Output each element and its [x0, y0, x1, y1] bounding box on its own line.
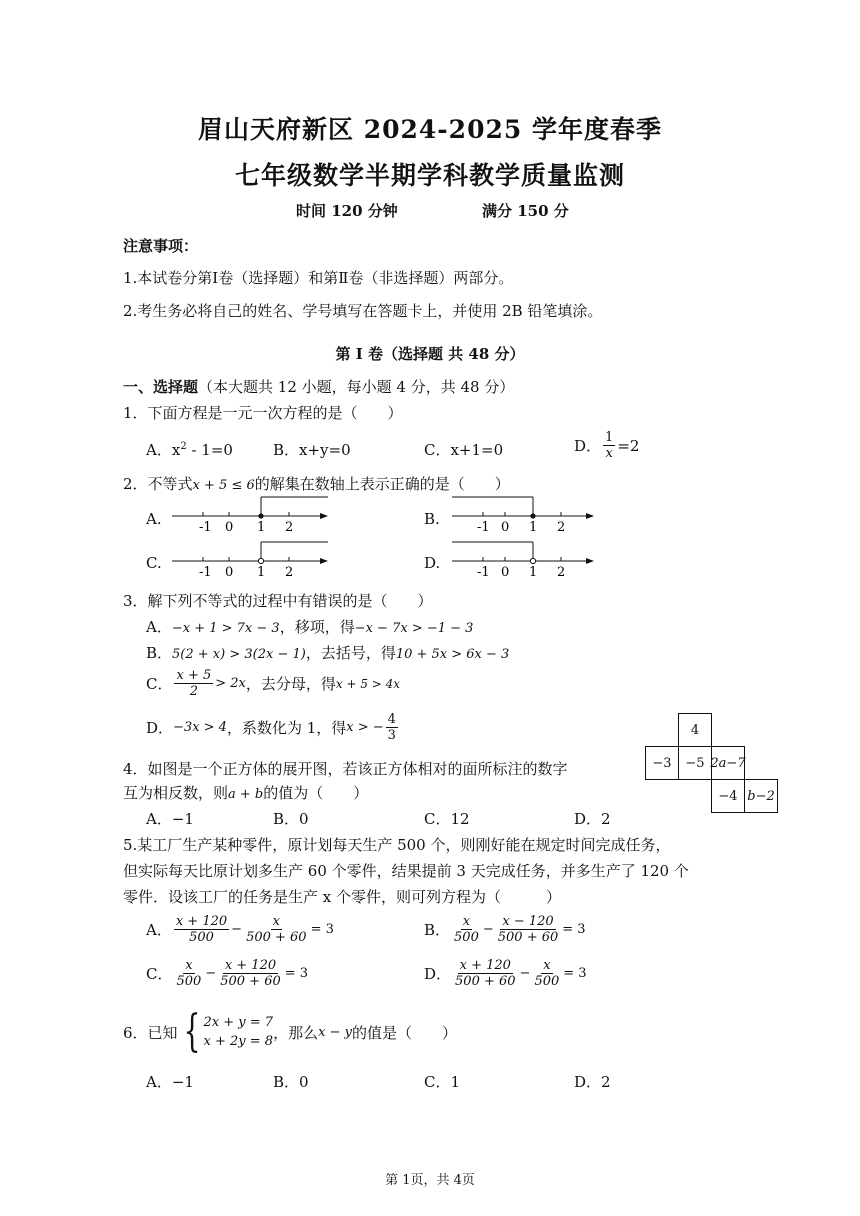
number-line-a [170, 492, 340, 532]
q5-option-d: D． $\frac{x + 120}{500 + 60}$ − $\frac{x}{500}$ = 3 [424, 958, 587, 989]
net-cell-middle: −5 [678, 746, 712, 780]
q4-stem-line1: 4．如图是一个正方体的展开图，若该正方体相对的面所标注的数字 [123, 760, 568, 778]
q2-stem: 2．不等式x + 5 ≤ 6的解集在数轴上表示正确的是（ ） [123, 475, 510, 493]
exam-title-line1: 眉山天府新区 2024-2025 学年度春季 [198, 115, 662, 144]
notes-heading: 注意事项： [123, 237, 199, 255]
exam-time: 时间 120 分钟 [296, 202, 398, 220]
section-title: 第 I 卷（选择题 共 48 分） [335, 345, 525, 363]
net-cell-bottom: −4 [711, 779, 745, 813]
section-heading [123, 376, 514, 397]
tick-label: -1 [477, 520, 490, 532]
tick-label: 1 [529, 520, 538, 532]
q1-option-a: A．$x^2 - 1=0$ [146, 441, 233, 459]
q2-option-b-label: B. [424, 510, 440, 528]
number-line-b [450, 492, 620, 532]
q4-option-a: A．−1 [146, 810, 194, 828]
tick-label: -1 [199, 565, 212, 578]
net-cell-bottom-right: b−2 [744, 779, 778, 813]
q5-option-a: A． $\frac{x + 120}{500}$ − $\frac{x}{500 + 60}$ = 3 [146, 914, 334, 945]
exam-title-line2: 七年级数学半期学科教学质量监测 [234, 161, 625, 190]
q6-option-b: B．0 [273, 1073, 309, 1091]
net-cell-left: −3 [645, 746, 679, 780]
q4-stem-line2: 互为相反数，则a + b的值为（ ） [123, 784, 369, 802]
tick-label: 2 [557, 520, 566, 532]
net-cell-top: 4 [678, 713, 712, 747]
q4-option-b: B．0 [273, 810, 309, 828]
tick-label: -1 [199, 520, 212, 532]
q2-option-c-label: C. [146, 554, 162, 572]
tick-label: 0 [225, 565, 234, 578]
q5-stem-line2: 但实际每天比原计划多生产 60 个零件，结果提前 3 天完成任务，并多生产了 120 个 [123, 862, 689, 880]
q1-option-c: C．x+1=0 [424, 441, 504, 459]
tick-label: 1 [257, 520, 266, 532]
page-number: 第 1页，共 4页 [385, 1173, 475, 1188]
q5-stem-line3: 零件．设该工厂的任务是生产 x 个零件，则可列方程为（ ） [123, 888, 561, 906]
exam-score: 满分 150 分 [482, 202, 569, 220]
q1-option-d: D． $\frac{1}{x}$ =2 [574, 430, 640, 461]
q5-option-b: B． $\frac{x}{500}$ − $\frac{x - 120}{500 + 60}$ = 3 [424, 914, 586, 945]
equation-system: { 2x + y = 7 x + 2y = 8 [183, 1006, 274, 1057]
q2-option-a-label: A. [146, 510, 162, 528]
section-heading-label: 一、选择题 [123, 378, 199, 396]
q3-option-a: A．−x + 1 > 7x − 3，移项，得−x − 7x > −1 − 3 [146, 618, 474, 636]
notes-item-2: 2.考生务必将自己的姓名、学号填写在答题卡上，并使用 2B 铅笔填涂。 [123, 302, 603, 320]
q1-option-b: B．x+y=0 [273, 441, 351, 459]
q6-stem: 6．已知 { 2x + y = 7 x + 2y = 8 ，那么 x − y 的值是（ ） [123, 1006, 457, 1057]
tick-label: 1 [257, 565, 266, 578]
q6-option-a: A．−1 [146, 1073, 194, 1091]
notes-item-1: 1.本试卷分第Ⅰ卷（选择题）和第Ⅱ卷（非选择题）两部分。 [123, 269, 514, 287]
tick-label: 1 [529, 565, 538, 578]
q4-option-c: C．12 [424, 810, 470, 828]
q3-option-d: D． −3x > 4 ，系数化为 1，得 x > − $\frac{4}{3}$ [146, 712, 396, 743]
q6-option-d: D．2 [574, 1073, 611, 1091]
number-line-c [170, 536, 340, 578]
q3-option-c: C． $\frac{x + 5}{2}$ > 2x ，去分母，得 x + 5 > 4x [146, 668, 401, 699]
tick-label: 2 [285, 565, 294, 578]
tick-label: 0 [225, 520, 234, 532]
net-cell-right: 2a−7 [711, 746, 745, 780]
q5-option-c: C． $\frac{x}{500}$ − $\frac{x + 120}{500 + 60}$ = 3 [146, 958, 309, 989]
q5-stem-line1: 5.某工厂生产某种零件，原计划每天生产 500 个，则刚好能在规定时间完成任务， [123, 836, 671, 854]
q6-option-c: C．1 [424, 1073, 461, 1091]
section-heading-note: （本大题共 12 小题，每小题 4 分，共 48 分） [198, 378, 515, 396]
q2-option-d-label: D. [424, 554, 441, 572]
tick-label: 2 [557, 565, 566, 578]
q3-stem: 3．解下列不等式的过程中有错误的是（ ） [123, 592, 433, 610]
tick-label: -1 [477, 565, 490, 578]
tick-label: 2 [285, 520, 294, 532]
q1-stem: 1．下面方程是一元一次方程的是（ ） [123, 404, 403, 422]
number-line-d [450, 536, 620, 578]
tick-label: 0 [501, 520, 510, 532]
tick-label: 0 [501, 565, 510, 578]
q3-option-b: B．5(2 + x) > 3(2x − 1)，去括号，得10 + 5x > 6x − 3 [146, 644, 510, 662]
q4-option-d: D．2 [574, 810, 611, 828]
